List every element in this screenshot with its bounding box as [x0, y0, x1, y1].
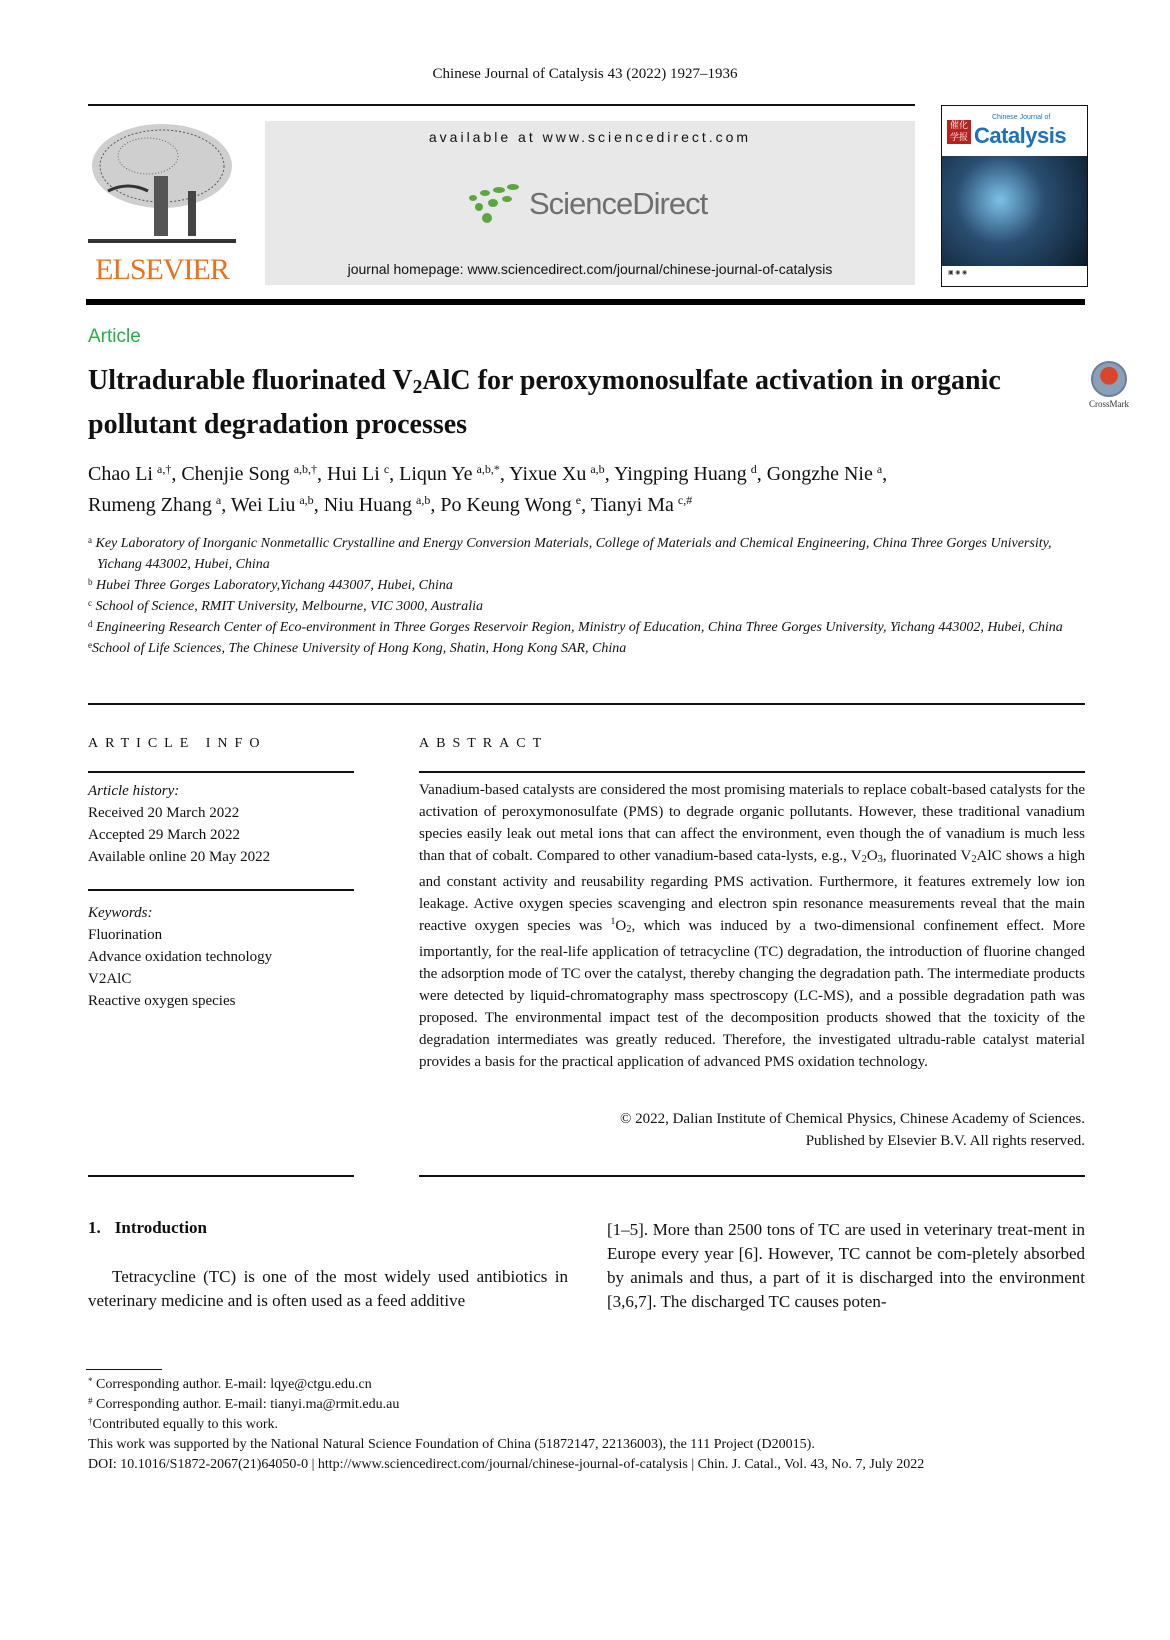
- subscript: 2: [861, 854, 867, 866]
- chinese-journal-mark: 催化学报: [947, 120, 971, 144]
- footnote: [88, 1395, 1088, 1415]
- history-label: Article history:: [88, 783, 180, 799]
- running-header: Chinese Journal of Catalysis 43 (2022) 1927–1936: [432, 66, 738, 82]
- author-affiliation-marks: a,b: [416, 493, 431, 507]
- superscript: 1: [610, 916, 616, 928]
- funding-note: This work was supported by the National Natural Science Foundation of China (51872147, 22136003), the 111 Project (D20015).: [88, 1437, 815, 1452]
- article-info-rule: [88, 771, 354, 773]
- introduction-text-left: Tetracycline (TC) is one of the most widely used antibiotics in veterinary medicine and is often used as a feed additive: [88, 1267, 568, 1310]
- header-thick-rule: [86, 299, 1085, 305]
- footnote: [88, 1415, 1088, 1435]
- received-date: Received 20 March 2022: [88, 805, 240, 821]
- cover-footer-icons: ▣ ◉ ◉: [948, 270, 968, 276]
- affiliations: [88, 533, 1088, 659]
- affiliation: [88, 533, 1088, 575]
- author-affiliation-marks: e: [575, 493, 582, 507]
- crossmark-label: CrossMark: [1089, 399, 1129, 409]
- author: [440, 494, 590, 516]
- author-separator: ,: [313, 494, 324, 516]
- affiliation-key: e: [88, 640, 92, 650]
- author-name: Chenjie Song: [181, 463, 290, 485]
- available-at-text[interactable]: available at www.sciencedirect.com: [428, 129, 752, 145]
- author: [399, 463, 509, 485]
- affiliation: [88, 617, 1088, 638]
- author-separator: ,: [389, 463, 400, 485]
- affiliation: [88, 638, 1088, 659]
- author-name: Wei Liu: [230, 494, 296, 516]
- keyword: Fluorination: [88, 927, 163, 943]
- subscript: 2: [626, 924, 632, 936]
- sciencedirect-banner: [265, 121, 915, 285]
- crossmark-icon: [1091, 361, 1127, 397]
- keyword: Advance oxidation technology: [88, 949, 273, 965]
- author-list: [88, 459, 1098, 521]
- author-line: [88, 459, 1098, 490]
- article-title: [88, 362, 1048, 443]
- elsevier-tree-icon: [88, 121, 236, 247]
- subscript: 3: [877, 854, 883, 866]
- author-name: Hui Li: [327, 463, 380, 485]
- author-affiliation-marks: a,b,*: [476, 462, 500, 476]
- affiliation-text: School of Life Sciences, The Chinese University of Hong Kong, Shatin, Hong Kong SAR, China: [92, 641, 627, 656]
- elsevier-wordmark: ELSEVIER: [95, 253, 229, 286]
- affiliation-text: Key Laboratory of Inorganic Nonmetallic Crystalline and Energy Conversion Materials, College of Materials and Chemical Engineering, China Three Gorges University, Yichang 443002, Hubei, China: [95, 536, 1052, 572]
- author-name: Yingping Huang: [613, 463, 747, 485]
- author: [509, 463, 614, 485]
- author-separator: ,: [221, 494, 231, 516]
- author-separator: ,: [317, 463, 328, 485]
- section-title: Introduction: [114, 1218, 208, 1237]
- keyword: V2AlC: [88, 971, 132, 987]
- author-name: Chao Li: [88, 463, 153, 485]
- author-separator: ,: [171, 463, 182, 485]
- abstract-part: Vanadium-based catalysts are considered the most promising materials to replace cobalt-based catalysts for the activation of peroxymonosulfate (PMS) to degrade organic pollutants. However, these traditional vanadium species easily leak out metal ions that can affect the environment, even though the of vanadium is much less than that of cobalt. Compared to other vanadium-based cata-lysts, e.g., V: [419, 782, 1085, 864]
- author-name: Tianyi Ma: [590, 494, 674, 516]
- keyword: Reactive oxygen species: [88, 993, 236, 1009]
- author: [324, 494, 441, 516]
- author-affiliation-marks: a: [215, 493, 222, 507]
- copyright-line-1: © 2022, Dalian Institute of Chemical Physics, Chinese Academy of Sciences.: [619, 1111, 1085, 1127]
- copyright-line-2: Published by Elsevier B.V. All rights reserved.: [805, 1133, 1085, 1149]
- abstract-part: O: [615, 918, 627, 935]
- cover-journal-title: Catalysis: [974, 123, 1067, 148]
- copyright-notice: [419, 1108, 1085, 1152]
- author-name: Po Keung Wong: [440, 494, 572, 516]
- affiliation-key: b: [88, 577, 93, 587]
- footnote-text[interactable]: Corresponding author. E-mail: lqye@ctgu.edu.cn: [96, 1377, 372, 1392]
- article-history: [88, 780, 354, 868]
- abstract-part: , which was induced by a two-dimensional confinement effect. More importantly, for the real-life application of tetracycline (TC) degradation, the introduction of fluorine changed the adsorption mode of TC over the catalyst, thereby changing the degradation path. The intermediate products were detected by liquid-chromatography mass spectroscopy (LC-MS), and a possible degradation path was proposed. The environmental impact test of the decomposition products showed that the toxicity of the degradation intermediates was greatly reduced. Therefore, the investigated ultradu-rable catalyst material provides a basis for the practical application of advanced PMS oxidation technology.: [419, 918, 1086, 1071]
- elsevier-logo: [88, 121, 236, 285]
- abstract-text: [419, 779, 1085, 1073]
- keywords-label: Keywords:: [88, 905, 153, 921]
- accepted-date: Accepted 29 March 2022: [88, 827, 241, 843]
- author-separator: ,: [581, 494, 591, 516]
- footnotes: [88, 1375, 1088, 1475]
- section-number: 1.: [88, 1218, 101, 1237]
- affiliation: [88, 596, 1088, 617]
- keywords-rule: [88, 889, 354, 891]
- abstract-heading: ABSTRACT: [419, 736, 549, 751]
- article-info-heading: ARTICLE INFO: [88, 736, 267, 751]
- author: [767, 463, 887, 485]
- article-info-bottom-rule: [88, 1175, 354, 1177]
- cover-artwork: [942, 156, 1087, 266]
- header-rule: [88, 104, 915, 106]
- title-text-2: AlC for peroxymonosulfate activation in organic pollutant degradation processes: [88, 365, 1001, 440]
- footnote: [88, 1375, 1088, 1395]
- author-affiliation-marks: d: [750, 462, 757, 476]
- abstract-bottom-rule: [419, 1175, 1085, 1177]
- author-name: Yixue Xu: [509, 463, 587, 485]
- author-separator: ,: [499, 463, 510, 485]
- subscript: 2: [971, 854, 977, 866]
- abstract-part: AlC shows a high and constant activity and reusability regarding PMS activation. Furthermore, it features extremely low ion leakage. Active oxygen species scavenging and electron spin resonance measurements reveal that the main reactive oxygen species was: [419, 848, 1085, 935]
- affiliation-text: Engineering Research Center of Eco-environment in Three Gorges Reservoir Region, Ministry of Education, China Three Gorges University, Yichang 443002, Hubei, China: [96, 620, 1063, 635]
- author-separator: ,: [756, 463, 767, 485]
- affiliation-key: d: [88, 619, 93, 629]
- author-affiliation-marks: a: [876, 462, 883, 476]
- affiliation: [88, 575, 1088, 596]
- affiliation-text: School of Science, RMIT University, Melbourne, VIC 3000, Australia: [95, 599, 484, 614]
- doi-line[interactable]: DOI: 10.1016/S1872-2067(21)64050-0 | http://www.sciencedirect.com/journal/chinese-journal-of-catalysis | Chin. J. Catal., Vol. 43, No. 7, July 2022: [88, 1457, 925, 1472]
- author-affiliation-marks: a,b,†: [293, 462, 318, 476]
- sciencedirect-dots-icon: [465, 182, 521, 226]
- author-separator: ,: [604, 463, 614, 485]
- title-subscript: 2: [412, 376, 423, 398]
- author: [614, 463, 767, 485]
- footnote-text: Contributed equally to this work.: [92, 1417, 278, 1432]
- affiliation-key: c: [88, 598, 92, 608]
- author: [231, 494, 324, 516]
- author-affiliation-marks: a,b: [590, 462, 605, 476]
- author-affiliation-marks: a,†: [157, 462, 172, 476]
- affiliation-key: a: [88, 535, 92, 545]
- footnote-rule: [86, 1369, 162, 1370]
- online-date: Available online 20 May 2022: [88, 849, 271, 865]
- section-divider: [88, 703, 1085, 705]
- footnote-text[interactable]: Corresponding author. E-mail: tianyi.ma@rmit.edu.au: [96, 1397, 400, 1412]
- title-text-1: Ultradurable fluorinated V: [88, 365, 413, 396]
- author: [88, 463, 181, 485]
- crossmark-badge[interactable]: [1085, 361, 1133, 413]
- footnote-mark: #: [88, 1396, 93, 1406]
- author-name: Niu Huang: [323, 494, 413, 516]
- author: [327, 463, 399, 485]
- keywords: [88, 902, 354, 1012]
- cover-journal-small: Chinese Journal of: [992, 114, 1051, 121]
- sciencedirect-logo[interactable]: [465, 179, 707, 229]
- introduction-text-right: [1–5]. More than 2500 tons of TC are used in veterinary treat-ment in Europe every year [6]. However, TC cannot be com-pletely absorbed by animals and thus, a part of it is discharged into the environment [3,6,7]. The discharged TC causes poten-: [607, 1220, 1085, 1311]
- author-affiliation-marks: c,#: [677, 493, 693, 507]
- footnote-mark: *: [88, 1376, 93, 1386]
- abstract-part: , fluorinated V: [882, 848, 972, 864]
- author-separator: ,: [882, 463, 888, 485]
- author-affiliation-marks: a,b: [299, 493, 314, 507]
- footnote-mark: †: [88, 1416, 93, 1426]
- journal-cover[interactable]: [941, 105, 1088, 287]
- author: [591, 494, 693, 516]
- author: [88, 494, 231, 516]
- article-type: Article: [88, 326, 141, 347]
- sciencedirect-wordmark: ScienceDirect: [529, 186, 708, 221]
- author-affiliation-marks: c: [383, 462, 390, 476]
- introduction-heading: [88, 1218, 207, 1238]
- author-line: [88, 490, 1098, 521]
- author-separator: ,: [430, 494, 441, 516]
- author-name: Gongzhe Nie: [766, 463, 873, 485]
- journal-homepage-link[interactable]: journal homepage: www.sciencedirect.com/journal/chinese-journal-of-catalysis: [347, 261, 833, 277]
- abstract-part: O: [866, 848, 878, 864]
- author: [181, 463, 327, 485]
- author-name: Liqun Ye: [399, 463, 473, 485]
- affiliation-text: Hubei Three Gorges Laboratory,Yichang 443007, Hubei, China: [96, 578, 453, 593]
- author-name: Rumeng Zhang: [88, 494, 212, 516]
- abstract-rule: [419, 771, 1085, 773]
